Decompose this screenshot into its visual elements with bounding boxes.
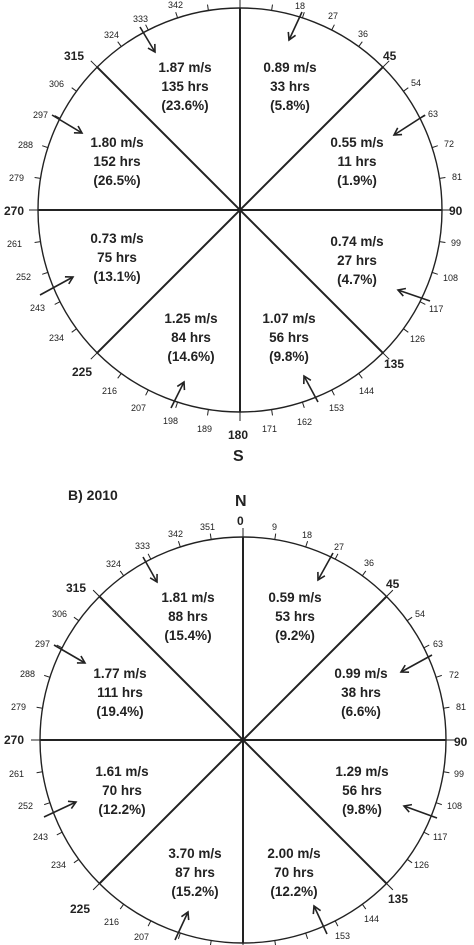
tick-label-81: 81 bbox=[456, 702, 467, 712]
tick-label-342: 342 bbox=[168, 0, 184, 10]
tick-mark bbox=[118, 373, 122, 378]
tick-mark bbox=[178, 541, 180, 547]
tick-label-342: 342 bbox=[168, 529, 184, 539]
sector-speed: 0.55 m/s bbox=[330, 135, 384, 150]
tick-mark bbox=[432, 146, 438, 148]
arrow-icon bbox=[44, 802, 76, 817]
tick-mark bbox=[387, 590, 393, 596]
sector-percent: (19.4%) bbox=[96, 704, 144, 719]
tick-label-36: 36 bbox=[358, 29, 369, 39]
tick-label-162: 162 bbox=[297, 417, 313, 427]
tick-mark bbox=[359, 42, 363, 47]
sector-percent: (12.2%) bbox=[98, 802, 146, 817]
sector-ne-e bbox=[330, 135, 383, 188]
sector-nw-w bbox=[93, 666, 146, 719]
tick-mark bbox=[210, 534, 211, 540]
compass-north: N bbox=[235, 493, 247, 510]
tick-mark bbox=[148, 554, 151, 559]
sector-speed: 1.25 m/s bbox=[164, 311, 218, 326]
sector-percent: (9.2%) bbox=[275, 628, 315, 643]
tick-mark bbox=[120, 904, 124, 909]
sector-hours: 53 hrs bbox=[275, 609, 315, 624]
sector-lines bbox=[38, 8, 442, 412]
arrow-icon bbox=[175, 912, 188, 940]
tick-label-72: 72 bbox=[444, 139, 455, 149]
tick-label-288: 288 bbox=[18, 140, 34, 150]
label-0: 0 bbox=[237, 514, 244, 528]
tick-label-144: 144 bbox=[364, 914, 380, 924]
sector-hours: 87 hrs bbox=[175, 865, 215, 880]
label-135: 135 bbox=[388, 892, 409, 906]
sector-percent: (26.5%) bbox=[93, 173, 141, 188]
tick-mark bbox=[37, 772, 43, 773]
tick-label-18: 18 bbox=[295, 1, 306, 11]
tick-mark bbox=[335, 554, 338, 559]
compass-south: S bbox=[233, 448, 244, 465]
tick-mark bbox=[436, 803, 442, 805]
tick-mark bbox=[432, 272, 438, 274]
tick-label-234: 234 bbox=[51, 860, 67, 870]
tick-label-81: 81 bbox=[452, 172, 463, 182]
tick-label-153: 153 bbox=[329, 403, 345, 413]
tick-mark bbox=[332, 390, 335, 395]
sector-hours: 75 hrs bbox=[97, 250, 137, 265]
tick-mark bbox=[387, 884, 393, 890]
tick-label-153: 153 bbox=[335, 931, 351, 941]
tick-mark bbox=[208, 410, 209, 416]
tick-label-243: 243 bbox=[33, 832, 49, 842]
wind-rose-top bbox=[4, 0, 463, 465]
sector-hours: 56 hrs bbox=[342, 783, 382, 798]
sector-hours: 56 hrs bbox=[269, 330, 309, 345]
label-135: 135 bbox=[384, 357, 405, 371]
tick-label-252: 252 bbox=[16, 272, 32, 282]
sector-speed: 0.73 m/s bbox=[90, 231, 144, 246]
tick-label-288: 288 bbox=[20, 669, 36, 679]
tick-mark bbox=[72, 88, 77, 92]
tick-label-333: 333 bbox=[135, 541, 151, 551]
tick-label-27: 27 bbox=[334, 542, 345, 552]
tick-label-108: 108 bbox=[447, 801, 463, 811]
tick-label-297: 297 bbox=[35, 639, 51, 649]
sector-speed: 1.87 m/s bbox=[158, 60, 212, 75]
sector-percent: (12.2%) bbox=[270, 884, 318, 899]
sector-s-se bbox=[267, 846, 320, 899]
arrow-icon bbox=[40, 277, 73, 295]
tick-mark bbox=[275, 534, 276, 540]
sector-hours: 33 hrs bbox=[270, 79, 310, 94]
tick-mark bbox=[440, 178, 446, 179]
tick-label-126: 126 bbox=[414, 860, 430, 870]
sector-ne-e bbox=[334, 666, 387, 719]
arrow-icon bbox=[143, 557, 157, 582]
sector-n-ne bbox=[263, 60, 316, 113]
wind-arrows bbox=[44, 553, 437, 940]
sector-speed: 0.74 m/s bbox=[330, 234, 384, 249]
tick-label-261: 261 bbox=[9, 769, 25, 779]
sector-lines bbox=[40, 537, 446, 943]
tick-label-117: 117 bbox=[429, 304, 444, 314]
tick-label-207: 207 bbox=[131, 403, 147, 413]
arrow-icon bbox=[401, 655, 432, 672]
tick-label-99: 99 bbox=[451, 238, 462, 248]
tick-mark bbox=[362, 904, 366, 909]
sector-speed: 1.77 m/s bbox=[93, 666, 147, 681]
sector-percent: (5.8%) bbox=[270, 98, 310, 113]
tick-mark bbox=[306, 933, 308, 939]
tick-label-189: 189 bbox=[197, 424, 213, 434]
tick-label-126: 126 bbox=[410, 334, 426, 344]
tick-mark bbox=[42, 146, 48, 148]
tick-mark bbox=[424, 645, 429, 648]
sector-percent: (14.6%) bbox=[167, 349, 215, 364]
tick-label-144: 144 bbox=[359, 386, 375, 396]
tick-label-9: 9 bbox=[272, 522, 278, 532]
label-45: 45 bbox=[383, 49, 397, 63]
tick-label-27: 27 bbox=[328, 11, 339, 21]
label-225: 225 bbox=[70, 902, 91, 916]
sector-speed: 0.99 m/s bbox=[334, 666, 388, 681]
tick-mark bbox=[302, 402, 304, 408]
tick-label-333: 333 bbox=[133, 14, 149, 24]
sector-speed: 1.80 m/s bbox=[90, 135, 144, 150]
tick-mark bbox=[208, 5, 209, 11]
tick-mark bbox=[403, 88, 408, 92]
sector-n-ne bbox=[268, 590, 321, 643]
tick-mark bbox=[74, 617, 79, 621]
tick-label-99: 99 bbox=[454, 769, 465, 779]
panel-title: B) 2010 bbox=[68, 487, 118, 503]
tick-label-36: 36 bbox=[364, 558, 375, 568]
tick-mark bbox=[55, 302, 60, 305]
tick-label-297: 297 bbox=[33, 110, 49, 120]
tick-mark bbox=[272, 5, 273, 11]
arrow-icon bbox=[394, 115, 425, 135]
tick-label-279: 279 bbox=[9, 173, 25, 183]
label-225: 225 bbox=[72, 365, 93, 379]
sector-speed: 1.29 m/s bbox=[335, 764, 389, 779]
tick-label-63: 63 bbox=[433, 639, 444, 649]
tick-label-198: 198 bbox=[163, 416, 179, 426]
tick-mark bbox=[302, 12, 304, 18]
tick-label-216: 216 bbox=[104, 917, 120, 927]
tick-label-72: 72 bbox=[449, 670, 460, 680]
sector-percent: (9.8%) bbox=[269, 349, 309, 364]
arrow-icon bbox=[304, 376, 318, 402]
sector-sw-s bbox=[164, 311, 217, 364]
sector-hours: 111 hrs bbox=[97, 685, 143, 700]
tick-mark bbox=[335, 921, 338, 926]
tick-mark bbox=[148, 921, 151, 926]
sector-percent: (4.7%) bbox=[337, 272, 377, 287]
sector-hours: 135 hrs bbox=[161, 79, 209, 94]
sector-speed: 0.59 m/s bbox=[268, 590, 322, 605]
wind-rose-2010 bbox=[4, 487, 468, 945]
sector-percent: (6.6%) bbox=[341, 704, 381, 719]
tick-label-54: 54 bbox=[415, 609, 426, 619]
tick-label-54: 54 bbox=[411, 78, 422, 88]
sector-percent: (15.2%) bbox=[171, 884, 219, 899]
tick-label-306: 306 bbox=[49, 79, 65, 89]
sector-hours: 84 hrs bbox=[171, 330, 211, 345]
tick-mark bbox=[93, 590, 99, 596]
tick-mark bbox=[74, 859, 79, 863]
tick-label-234: 234 bbox=[49, 333, 65, 343]
sector-nw-w bbox=[90, 135, 143, 188]
sector-percent: (1.9%) bbox=[337, 173, 377, 188]
tick-mark bbox=[420, 302, 425, 305]
tick-label-324: 324 bbox=[104, 30, 120, 40]
tick-mark bbox=[440, 242, 446, 243]
sector-percent: (13.1%) bbox=[93, 269, 141, 284]
tick-mark bbox=[91, 61, 97, 67]
sector-percent: (23.6%) bbox=[161, 98, 209, 113]
sector-hours: 70 hrs bbox=[274, 865, 314, 880]
sector-w-sw bbox=[95, 764, 148, 817]
tick-label-108: 108 bbox=[443, 273, 459, 283]
tick-mark bbox=[176, 402, 178, 408]
sector-hours: 11 hrs bbox=[337, 154, 377, 169]
tick-mark bbox=[146, 390, 149, 395]
tick-mark bbox=[35, 242, 41, 243]
sector-e-se bbox=[335, 764, 388, 817]
sector-percent: (15.4%) bbox=[164, 628, 212, 643]
sector-e-se bbox=[330, 234, 383, 287]
tick-mark bbox=[332, 25, 335, 30]
sector-sw-s bbox=[168, 846, 221, 899]
tick-mark bbox=[444, 707, 450, 708]
sector-hours: 27 hrs bbox=[337, 253, 377, 268]
sector-speed: 1.07 m/s bbox=[262, 311, 316, 326]
label-45: 45 bbox=[386, 577, 400, 591]
sector-w-sw bbox=[90, 231, 143, 284]
sector-percent: (9.8%) bbox=[342, 802, 382, 817]
tick-label-324: 324 bbox=[106, 559, 122, 569]
tick-label-243: 243 bbox=[30, 303, 46, 313]
sector-n-nw bbox=[158, 60, 211, 113]
tick-mark bbox=[403, 329, 408, 333]
tick-label-216: 216 bbox=[102, 386, 118, 396]
tick-mark bbox=[359, 373, 363, 378]
label-315: 315 bbox=[64, 49, 85, 63]
tick-mark bbox=[118, 42, 122, 47]
arrow-icon bbox=[404, 806, 437, 818]
tick-label-171: 171 bbox=[262, 424, 278, 434]
tick-mark bbox=[120, 571, 124, 576]
tick-mark bbox=[35, 178, 41, 179]
tick-mark bbox=[37, 707, 43, 708]
tick-mark bbox=[362, 571, 366, 576]
tick-mark bbox=[146, 25, 149, 30]
label-180: 180 bbox=[228, 428, 249, 442]
sector-hours: 152 hrs bbox=[93, 154, 141, 169]
tick-mark bbox=[210, 941, 211, 945]
tick-mark bbox=[306, 541, 308, 547]
sector-speed: 0.89 m/s bbox=[263, 60, 317, 75]
tick-label-351: 351 bbox=[200, 522, 216, 532]
tick-label-63: 63 bbox=[428, 109, 439, 119]
sector-speed: 2.00 m/s bbox=[267, 846, 321, 861]
sector-s-se bbox=[262, 311, 315, 364]
label-90: 90 bbox=[454, 735, 468, 749]
tick-label-252: 252 bbox=[18, 801, 34, 811]
tick-label-261: 261 bbox=[7, 239, 23, 249]
tick-mark bbox=[275, 941, 276, 945]
tick-mark bbox=[42, 272, 48, 274]
tick-mark bbox=[91, 353, 97, 359]
sector-speed: 1.61 m/s bbox=[95, 764, 149, 779]
tick-mark bbox=[57, 832, 62, 835]
tick-label-207: 207 bbox=[134, 932, 150, 942]
tick-mark bbox=[44, 675, 50, 677]
label-270: 270 bbox=[4, 733, 25, 747]
sector-hours: 88 hrs bbox=[168, 609, 208, 624]
sector-speed: 1.81 m/s bbox=[161, 590, 215, 605]
tick-mark bbox=[44, 803, 50, 805]
label-315: 315 bbox=[66, 581, 87, 595]
tick-label-117: 117 bbox=[433, 832, 448, 842]
tick-mark bbox=[93, 884, 99, 890]
sector-hours: 38 hrs bbox=[341, 685, 381, 700]
sector-n-nw bbox=[161, 590, 214, 643]
tick-label-18: 18 bbox=[302, 530, 313, 540]
tick-mark bbox=[444, 772, 450, 773]
tick-mark bbox=[407, 617, 412, 621]
tick-label-306: 306 bbox=[52, 609, 68, 619]
tick-mark bbox=[424, 832, 429, 835]
tick-mark bbox=[436, 675, 442, 677]
sector-hours: 70 hrs bbox=[102, 783, 142, 798]
tick-mark bbox=[272, 410, 273, 416]
tick-mark bbox=[407, 859, 412, 863]
tick-label-279: 279 bbox=[11, 702, 27, 712]
label-270: 270 bbox=[4, 204, 25, 218]
label-90: 90 bbox=[449, 204, 463, 218]
sector-speed: 3.70 m/s bbox=[168, 846, 222, 861]
arrow-icon bbox=[318, 553, 333, 580]
tick-mark bbox=[176, 12, 178, 18]
tick-mark bbox=[72, 329, 77, 333]
